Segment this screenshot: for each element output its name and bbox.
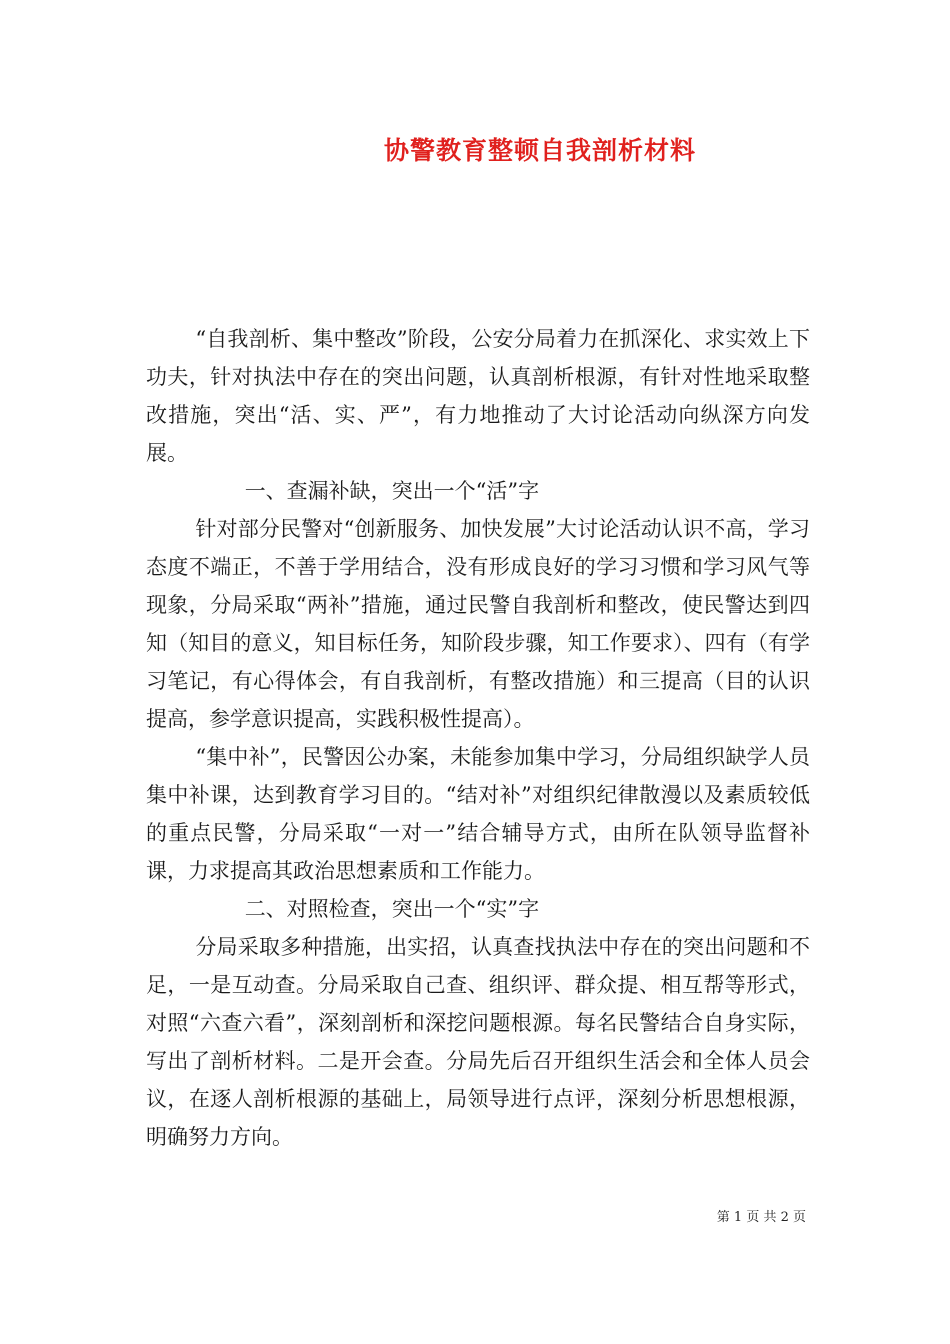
document-title: 协警教育整顿自我剖析材料: [383, 136, 696, 165]
paragraph-section-2-body: 分局采取多种措施，出实招，认真查找执法中存在的突出问题和不足，一是互动查。分局采取自己查、组织评、群众提、相互帮等形式，对照“六查六看”，深刻剖析和深挖问题根源。每名民警结合自身实际，写出了剖析材料。二是开会查。分局先后召开组织生活会和全体人员会议，在逐人剖析根源的基础上，局领导进行点评，深刻分析思想根源，明确努力方向。: [146, 935, 810, 1149]
paragraph-section-1-detail: “集中补”，民警因公办案，未能参加集中学习，分局组织缺学人员集中补课，达到教育学习目的。“结对补”对组织纪律散漫以及素质较低的重点民警，分局采取“一对一”结合辅导方式，由所在队领导监督补课，力求提高其政治思想素质和工作能力。: [146, 745, 810, 883]
page-number: 第 1 页 共 2 页: [716, 1210, 806, 1225]
paragraph-section-1-body: 针对部分民警对“创新服务、加快发展”大讨论活动认识不高，学习态度不端正，不善于学用结合，没有形成良好的学习习惯和学习风气等现象，分局采取“两补”措施，通过民警自我剖析和整改，使民警达到四知（知目的意义，知目标任务，知阶段步骤，知工作要求）、四有（有学习笔记，有心得体会，有自我剖析，有整改措施）和三提高（目的认识提高，参学意识提高，实践积极性提高）。: [146, 517, 810, 731]
document-body: [146, 320, 810, 1156]
section-heading-2: 二、对照检查，突出一个“实”字: [244, 897, 540, 921]
paragraph-intro: “自我剖析、集中整改”阶段，公安分局着力在抓深化、求实效上下功夫，针对执法中存在的突出问题，认真剖析根源，有针对性地采取整改措施，突出“活、实、严”，有力地推动了大讨论活动向纵深方向发展。: [146, 327, 810, 465]
section-heading-1: 一、查漏补缺，突出一个“活”字: [244, 479, 540, 503]
